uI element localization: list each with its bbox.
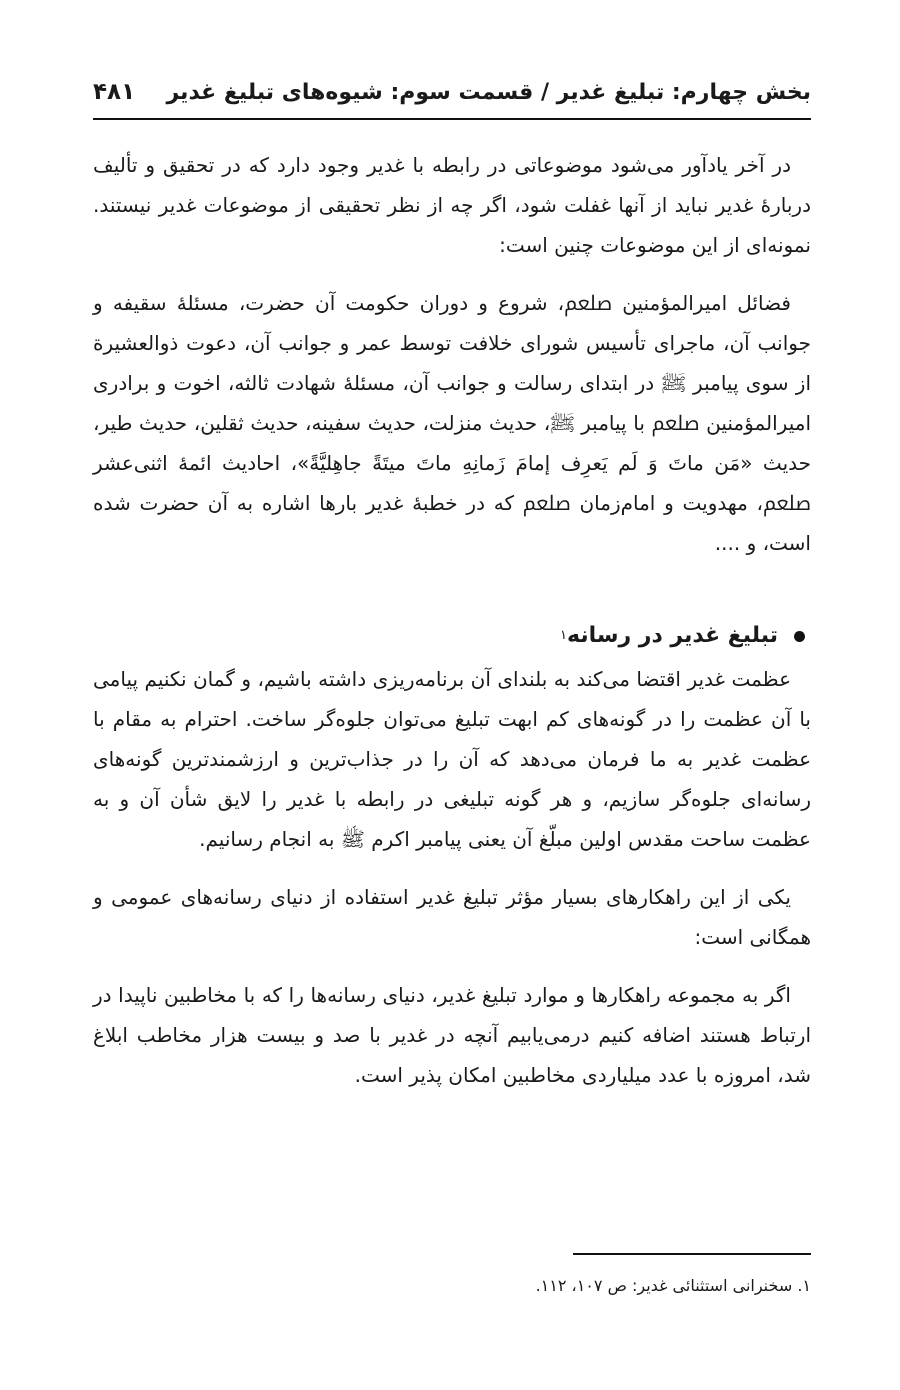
body-text [93, 145, 811, 1095]
header-rule [93, 118, 811, 120]
book-page [93, 0, 811, 1390]
paragraph-media-1: عظمت غدیر اقتضا می‌کند به بلندای آن برنامه‌ریزی داشته باشیم، و گمان نکنیم پیامی با آن عظمت را در گونه‌های کم ابهت تبلیغ می‌توان جلوه‌گر ساخت. احترام به مقام با عظمت غدیر به ما فرمان می‌دهد که آن را در جذاب‌ترین و ارزشمندترین گونه‌های رسانه‌ای جلوه‌گر سازیم، و هر گونه تبلیغی در رابطه با غدیر را لایق شأن آن و به عظمت ساحت مقدس اولین مبلّغ آن یعنی پیامبر اکرم ﷺ به انجام رسانیم. [93, 667, 811, 851]
paragraph-intro: در آخر یادآور می‌شود موضوعاتی در رابطه با غدیر وجود دارد که در تحقیق و تألیف دربارهٔ غدیر نباید از آنها غفلت شود، اگر چه از نظر تحقیقی از موضوعات غدیر نیستند. نمونه‌ای از این موضوعات چنین است: [93, 153, 811, 257]
paragraph-spacer [93, 957, 811, 975]
page-number: ۴۸۱ [93, 79, 136, 105]
running-header [93, 72, 811, 112]
section-spacer [93, 563, 811, 613]
paragraph-media-3: اگر به مجموعه راهکارها و موارد تبلیغ غدیر، دنیای رسانه‌ها را که با مخاطبین ناپیدا در ارتباط هستند اضافه کنیم درمی‌یابیم آنچه در غدیر با صد و بیست هزار مخاطب ابلاغ شد، امروزه با عدد میلیاردی مخاطبین امکان پذیر است. [93, 983, 811, 1087]
section-heading: تبلیغ غدیر در رسانه ۱ [93, 613, 811, 659]
bullet-icon [794, 631, 805, 642]
paragraph-spacer [93, 859, 811, 877]
paragraph-topics: فضائل امیرالمؤمنین ﷵ، شروع و دوران حکومت آن حضرت، مسئلهٔ سقیفه و جوانب آن، ماجرای تأسیس شورای خلافت توسط عمر و جوانب آن، دعوت ذوالعشیرة از سوی پیامبر ﷺ در ابتدای رسالت و جوانب آن، مسئلهٔ شهادت ثالثه، اخوت و برادری امیرالمؤمنین ﷵ با پیامبر ﷺ، حدیث منزلت، حدیث سفینه، حدیث ثقلین، حدیث طیر، حدیث «مَن ماتَ وَ لَم یَعرِف إمامَ زَمانِهِ ماتَ میتَةً جاهِلیَّةً»، احادیث ائمهٔ اثنی‌عشر ﷵ، مهدویت و امام‌زمان ﷵ که در خطبهٔ غدیر بارها اشاره به آن حضرت شده است، و .... [93, 291, 811, 555]
footnote-rule [573, 1253, 811, 1255]
section-heading-text: تبلیغ غدیر در رسانه [566, 623, 778, 648]
running-title: بخش چهارم: تبلیغ غدیر / قسمت سوم: شیوه‌های تبلیغ غدیر [166, 79, 811, 105]
paragraph-spacer [93, 265, 811, 283]
footnote: ۱. سخنرانی استثنائی غدیر: ص ۱۰۷، ۱۱۲. [535, 1276, 811, 1295]
paragraph-media-2: یکی از این راهکارهای بسیار مؤثر تبلیغ غدیر استفاده از دنیای رسانه‌های عمومی و همگانی است: [93, 885, 811, 949]
